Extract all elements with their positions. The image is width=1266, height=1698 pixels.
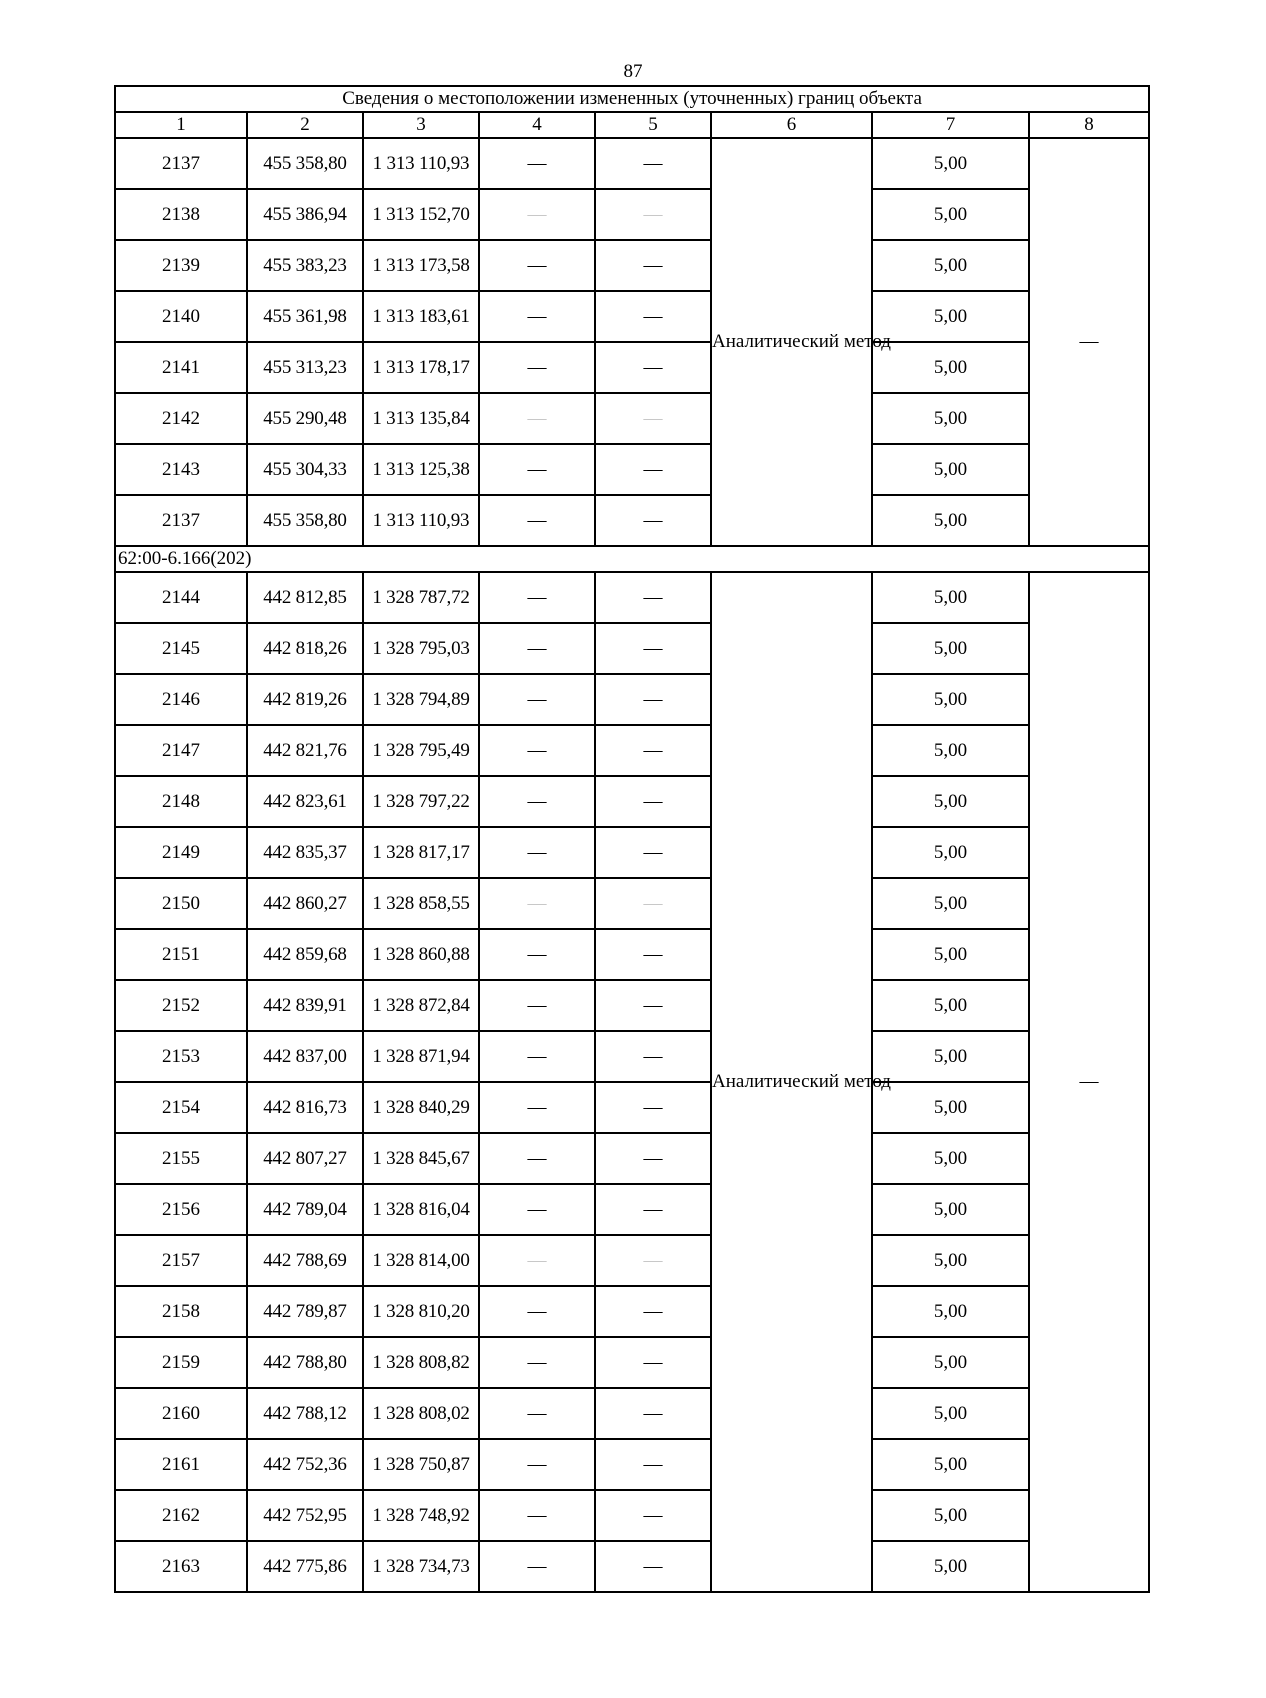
column-4-cell: — (479, 1388, 595, 1439)
table-row (115, 878, 1149, 929)
point-number-cell: 2150 (115, 878, 247, 929)
point-number-cell: 2148 (115, 776, 247, 827)
y-coordinate-cell: 1 313 183,61 (363, 291, 479, 342)
column-5-cell: — (595, 291, 711, 342)
column-4-cell: — (479, 189, 595, 240)
column-5-cell: — (595, 495, 711, 546)
accuracy-cell: 5,00 (872, 1439, 1029, 1490)
x-coordinate-cell: 455 361,98 (247, 291, 363, 342)
column-4-cell: — (479, 980, 595, 1031)
column-4-cell: — (479, 827, 595, 878)
x-coordinate-cell: 455 313,23 (247, 342, 363, 393)
column-4-cell: — (479, 393, 595, 444)
table-row (115, 980, 1149, 1031)
point-number-cell: 2147 (115, 725, 247, 776)
column-4-cell: — (479, 929, 595, 980)
y-coordinate-cell: 1 313 135,84 (363, 393, 479, 444)
table-row (115, 1541, 1149, 1592)
x-coordinate-cell: 442 752,95 (247, 1490, 363, 1541)
accuracy-cell: 5,00 (872, 1031, 1029, 1082)
x-coordinate-cell: 442 752,36 (247, 1439, 363, 1490)
y-coordinate-cell: 1 328 750,87 (363, 1439, 479, 1490)
accuracy-cell: 5,00 (872, 1490, 1029, 1541)
point-number-cell: 2161 (115, 1439, 247, 1490)
point-number-cell: 2149 (115, 827, 247, 878)
point-number-cell: 2158 (115, 1286, 247, 1337)
column-5-cell: — (595, 393, 711, 444)
x-coordinate-cell: 442 788,12 (247, 1388, 363, 1439)
x-coordinate-cell: 442 837,00 (247, 1031, 363, 1082)
point-number-cell: 2144 (115, 572, 247, 623)
group-label-row (115, 546, 1149, 572)
table-row (115, 393, 1149, 444)
column-8-cell: — (1029, 572, 1149, 1592)
y-coordinate-cell: 1 328 787,72 (363, 572, 479, 623)
accuracy-cell: 5,00 (872, 138, 1029, 189)
column-4-cell: — (479, 1439, 595, 1490)
x-coordinate-cell: 455 358,80 (247, 138, 363, 189)
column-5-cell: — (595, 1439, 711, 1490)
column-number: 7 (872, 112, 1029, 138)
x-coordinate-cell: 442 789,87 (247, 1286, 363, 1337)
column-4-cell: — (479, 674, 595, 725)
column-4-cell: — (479, 1286, 595, 1337)
y-coordinate-cell: 1 328 840,29 (363, 1082, 479, 1133)
boundary-coordinates-table (114, 85, 1150, 1593)
table-row (115, 291, 1149, 342)
point-number-cell: 2153 (115, 1031, 247, 1082)
column-4-cell: — (479, 1541, 595, 1592)
y-coordinate-cell: 1 328 872,84 (363, 980, 479, 1031)
accuracy-cell: 5,00 (872, 623, 1029, 674)
point-number-cell: 2137 (115, 495, 247, 546)
x-coordinate-cell: 442 860,27 (247, 878, 363, 929)
column-4-cell: — (479, 138, 595, 189)
x-coordinate-cell: 442 807,27 (247, 1133, 363, 1184)
x-coordinate-cell: 442 788,69 (247, 1235, 363, 1286)
x-coordinate-cell: 442 823,61 (247, 776, 363, 827)
column-4-cell: — (479, 1337, 595, 1388)
column-4-cell: — (479, 495, 595, 546)
accuracy-cell: 5,00 (872, 342, 1029, 393)
page-number: 87 (623, 61, 643, 82)
column-4-cell: — (479, 1184, 595, 1235)
column-5-cell: — (595, 444, 711, 495)
y-coordinate-cell: 1 328 797,22 (363, 776, 479, 827)
x-coordinate-cell: 442 789,04 (247, 1184, 363, 1235)
determination-method-cell: Аналитический метод (711, 572, 872, 1592)
point-number-cell: 2142 (115, 393, 247, 444)
table-row (115, 240, 1149, 291)
y-coordinate-cell: 1 328 795,49 (363, 725, 479, 776)
column-4-cell: — (479, 291, 595, 342)
accuracy-cell: 5,00 (872, 674, 1029, 725)
accuracy-cell: 5,00 (872, 572, 1029, 623)
accuracy-cell: 5,00 (872, 1082, 1029, 1133)
column-5-cell: — (595, 1133, 711, 1184)
accuracy-cell: 5,00 (872, 291, 1029, 342)
accuracy-cell: 5,00 (872, 393, 1029, 444)
column-5-cell: — (595, 1235, 711, 1286)
table-row (115, 674, 1149, 725)
point-number-cell: 2138 (115, 189, 247, 240)
x-coordinate-cell: 442 819,26 (247, 674, 363, 725)
accuracy-cell: 5,00 (872, 1541, 1029, 1592)
column-5-cell: — (595, 342, 711, 393)
accuracy-cell: 5,00 (872, 1286, 1029, 1337)
accuracy-cell: 5,00 (872, 776, 1029, 827)
table-row (115, 1082, 1149, 1133)
table-row (115, 1439, 1149, 1490)
table-row (115, 1031, 1149, 1082)
column-5-cell: — (595, 980, 711, 1031)
column-5-cell: — (595, 1490, 711, 1541)
accuracy-cell: 5,00 (872, 878, 1029, 929)
y-coordinate-cell: 1 328 810,20 (363, 1286, 479, 1337)
y-coordinate-cell: 1 313 178,17 (363, 342, 479, 393)
point-number-cell: 2151 (115, 929, 247, 980)
y-coordinate-cell: 1 328 860,88 (363, 929, 479, 980)
y-coordinate-cell: 1 328 748,92 (363, 1490, 479, 1541)
point-number-cell: 2154 (115, 1082, 247, 1133)
column-4-cell: — (479, 623, 595, 674)
column-5-cell: — (595, 725, 711, 776)
x-coordinate-cell: 455 290,48 (247, 393, 363, 444)
column-5-cell: — (595, 776, 711, 827)
x-coordinate-cell: 455 383,23 (247, 240, 363, 291)
y-coordinate-cell: 1 313 125,38 (363, 444, 479, 495)
y-coordinate-cell: 1 313 173,58 (363, 240, 479, 291)
point-number-cell: 2145 (115, 623, 247, 674)
y-coordinate-cell: 1 328 808,82 (363, 1337, 479, 1388)
point-number-cell: 2146 (115, 674, 247, 725)
x-coordinate-cell: 442 812,85 (247, 572, 363, 623)
accuracy-cell: 5,00 (872, 1133, 1029, 1184)
table-row (115, 1184, 1149, 1235)
column-number: 2 (247, 112, 363, 138)
column-4-cell: — (479, 1235, 595, 1286)
column-4-cell: — (479, 878, 595, 929)
table-row (115, 189, 1149, 240)
table-row (115, 444, 1149, 495)
column-5-cell: — (595, 929, 711, 980)
accuracy-cell: 5,00 (872, 189, 1029, 240)
x-coordinate-cell: 442 816,73 (247, 1082, 363, 1133)
y-coordinate-cell: 1 313 152,70 (363, 189, 479, 240)
table-row (115, 827, 1149, 878)
column-5-cell: — (595, 827, 711, 878)
column-number: 6 (711, 112, 872, 138)
column-5-cell: — (595, 1541, 711, 1592)
column-5-cell: — (595, 1388, 711, 1439)
point-number-cell: 2162 (115, 1490, 247, 1541)
table-row (115, 1388, 1149, 1439)
y-coordinate-cell: 1 328 795,03 (363, 623, 479, 674)
table-row (115, 623, 1149, 674)
x-coordinate-cell: 442 839,91 (247, 980, 363, 1031)
table-title-row (115, 86, 1149, 112)
table-row (115, 929, 1149, 980)
column-5-cell: — (595, 189, 711, 240)
column-5-cell: — (595, 1184, 711, 1235)
column-4-cell: — (479, 1490, 595, 1541)
point-number-cell: 2155 (115, 1133, 247, 1184)
column-4-cell: — (479, 1082, 595, 1133)
cadastral-number-label: 62:00-6.166(202) (115, 546, 1149, 572)
accuracy-cell: 5,00 (872, 444, 1029, 495)
table-title: Сведения о местоположении измененных (уточненных) границ объекта (115, 86, 1149, 112)
accuracy-cell: 5,00 (872, 1235, 1029, 1286)
y-coordinate-cell: 1 328 858,55 (363, 878, 479, 929)
point-number-cell: 2139 (115, 240, 247, 291)
point-number-cell: 2157 (115, 1235, 247, 1286)
table-row (115, 495, 1149, 546)
point-number-cell: 2137 (115, 138, 247, 189)
column-number: 5 (595, 112, 711, 138)
column-8-cell: — (1029, 138, 1149, 546)
table-row (115, 1235, 1149, 1286)
y-coordinate-cell: 1 313 110,93 (363, 495, 479, 546)
x-coordinate-cell: 442 818,26 (247, 623, 363, 674)
x-coordinate-cell: 442 859,68 (247, 929, 363, 980)
column-number: 1 (115, 112, 247, 138)
table-row (115, 725, 1149, 776)
accuracy-cell: 5,00 (872, 725, 1029, 776)
y-coordinate-cell: 1 328 816,04 (363, 1184, 479, 1235)
accuracy-cell: 5,00 (872, 495, 1029, 546)
column-5-cell: — (595, 623, 711, 674)
column-5-cell: — (595, 1337, 711, 1388)
x-coordinate-cell: 442 835,37 (247, 827, 363, 878)
y-coordinate-cell: 1 328 814,00 (363, 1235, 479, 1286)
point-number-cell: 2163 (115, 1541, 247, 1592)
accuracy-cell: 5,00 (872, 240, 1029, 291)
column-5-cell: — (595, 240, 711, 291)
table-row (115, 1133, 1149, 1184)
column-number-row (115, 112, 1149, 138)
x-coordinate-cell: 442 775,86 (247, 1541, 363, 1592)
table-row (115, 342, 1149, 393)
y-coordinate-cell: 1 328 734,73 (363, 1541, 479, 1592)
determination-method-cell: Аналитический метод (711, 138, 872, 546)
y-coordinate-cell: 1 328 817,17 (363, 827, 479, 878)
accuracy-cell: 5,00 (872, 1184, 1029, 1235)
point-number-cell: 2141 (115, 342, 247, 393)
column-number: 4 (479, 112, 595, 138)
column-4-cell: — (479, 444, 595, 495)
accuracy-cell: 5,00 (872, 1388, 1029, 1439)
table-row (115, 776, 1149, 827)
table-row (115, 138, 1149, 189)
column-5-cell: — (595, 1082, 711, 1133)
x-coordinate-cell: 455 386,94 (247, 189, 363, 240)
point-number-cell: 2160 (115, 1388, 247, 1439)
column-4-cell: — (479, 1031, 595, 1082)
y-coordinate-cell: 1 328 871,94 (363, 1031, 479, 1082)
y-coordinate-cell: 1 328 794,89 (363, 674, 479, 725)
column-5-cell: — (595, 138, 711, 189)
y-coordinate-cell: 1 328 845,67 (363, 1133, 479, 1184)
column-5-cell: — (595, 572, 711, 623)
column-4-cell: — (479, 776, 595, 827)
column-5-cell: — (595, 674, 711, 725)
column-4-cell: — (479, 1133, 595, 1184)
point-number-cell: 2159 (115, 1337, 247, 1388)
column-number: 3 (363, 112, 479, 138)
point-number-cell: 2140 (115, 291, 247, 342)
accuracy-cell: 5,00 (872, 929, 1029, 980)
table-row (115, 572, 1149, 623)
point-number-cell: 2152 (115, 980, 247, 1031)
x-coordinate-cell: 455 304,33 (247, 444, 363, 495)
column-4-cell: — (479, 240, 595, 291)
accuracy-cell: 5,00 (872, 980, 1029, 1031)
x-coordinate-cell: 442 788,80 (247, 1337, 363, 1388)
column-5-cell: — (595, 878, 711, 929)
table-row (115, 1286, 1149, 1337)
x-coordinate-cell: 442 821,76 (247, 725, 363, 776)
x-coordinate-cell: 455 358,80 (247, 495, 363, 546)
column-4-cell: — (479, 342, 595, 393)
accuracy-cell: 5,00 (872, 1337, 1029, 1388)
column-5-cell: — (595, 1031, 711, 1082)
column-number: 8 (1029, 112, 1149, 138)
table-row (115, 1337, 1149, 1388)
point-number-cell: 2156 (115, 1184, 247, 1235)
y-coordinate-cell: 1 328 808,02 (363, 1388, 479, 1439)
column-4-cell: — (479, 725, 595, 776)
point-number-cell: 2143 (115, 444, 247, 495)
y-coordinate-cell: 1 313 110,93 (363, 138, 479, 189)
table-row (115, 1490, 1149, 1541)
column-4-cell: — (479, 572, 595, 623)
column-5-cell: — (595, 1286, 711, 1337)
accuracy-cell: 5,00 (872, 827, 1029, 878)
